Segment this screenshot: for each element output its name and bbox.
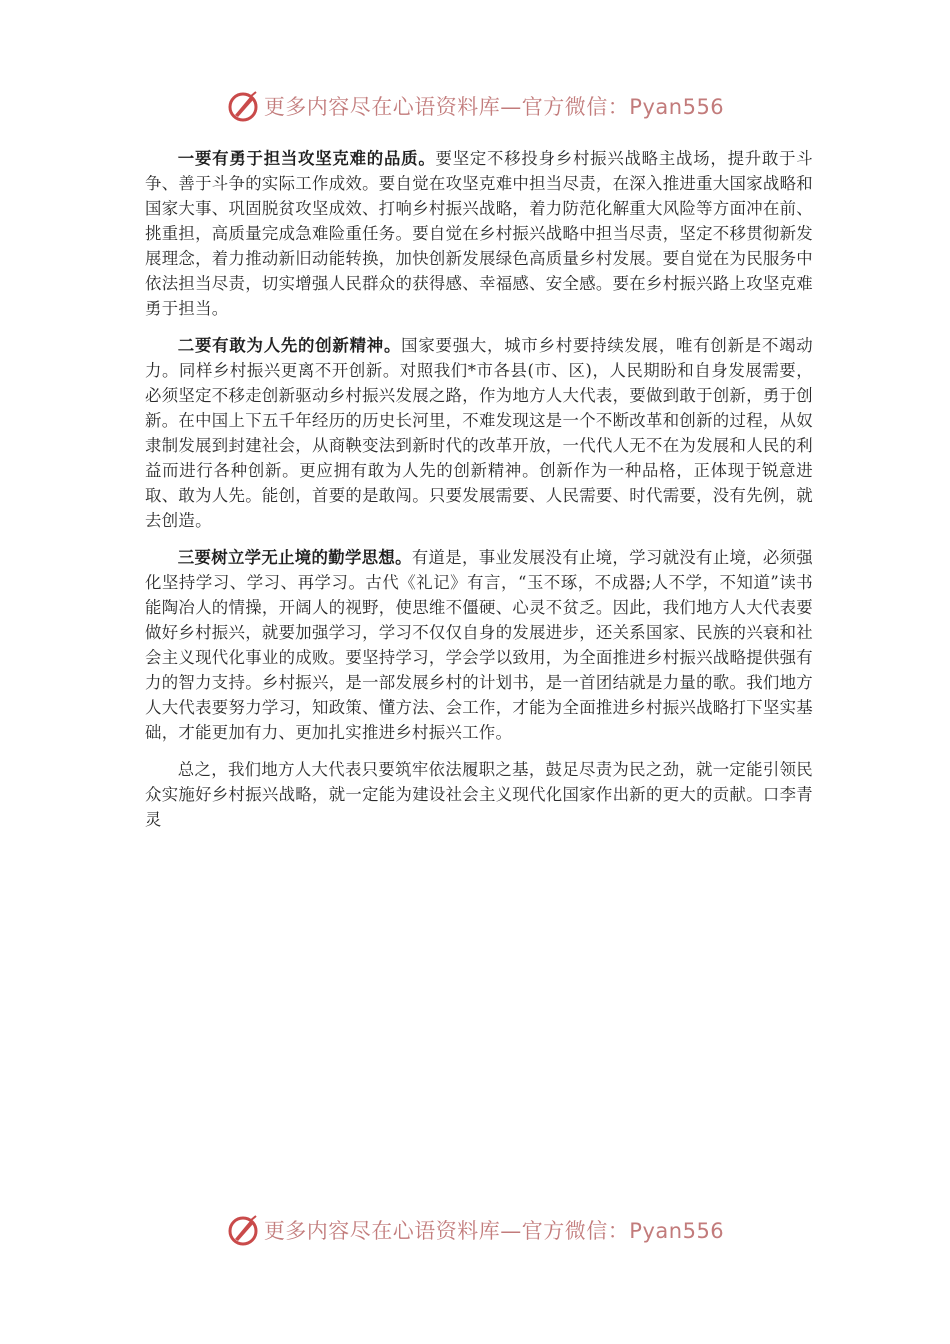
quill-logo-icon xyxy=(226,1213,260,1247)
footer-watermark-banner xyxy=(0,1210,950,1250)
paragraph-text: 总之，我们地方人大代表只要筑牢依法履职之基，鼓足尽责为民之劲，就一定能引领民众实施好乡村振兴战略，就一定能为建设社会主义现代化国家作出新的更大的贡献。口李青灵 xyxy=(145,760,813,829)
paragraph-lead: 一要有勇于担当攻坚克难的品质。 xyxy=(177,149,436,168)
paragraph-lead: 二要有敢为人先的创新精神。 xyxy=(177,336,402,355)
paragraph-text: 有道是，事业发展没有止境，学习就没有止境，必须强化坚持学习、学习、再学习。古代《礼记》有言，“玉不琢，不成器;人不学，不知道”读书能陶冶人的情操，开阔人的视野，使思维不僵硬、心灵不贫乏。因此，我们地方人大代表要做好乡村振兴，就要加强学习，学习不仅仅自身的发展进步，还关系国家、民族的兴衰和社会主义现代化事业的成败。要坚持学习，学会学以致用，为全面推进乡村振兴战略提供强有力的智力支持。乡村振兴，是一部发展乡村的计划书，是一首团结就是力量的歌。我们地方人大代表要努力学习，知政策、懂方法、会工作，才能为全面推进乡村振兴战略打下坚实基础，才能更加有力、更加扎实推进乡村振兴工作。 xyxy=(145,548,813,742)
paragraph-conclusion xyxy=(145,757,813,832)
paragraph-text: 要坚定不移投身乡村振兴战略主战场，提升敢于斗争、善于斗争的实际工作成效。要自觉在攻坚克难中担当尽责，在深入推进重大国家战略和国家大事、巩固脱贫攻坚成效、打响乡村振兴战略，着力防范化解重大风险等方面冲在前、挑重担，高质量完成急难险重任务。要自觉在乡村振兴战略中担当尽责，坚定不移贯彻新发展理念，着力推动新旧动能转换，加快创新发展绿色高质量乡村发展。要自觉在为民服务中依法担当尽责，切实增强人民群众的获得感、幸福感、安全感。要在乡村振兴路上攻坚克难勇于担当。 xyxy=(145,149,813,318)
paragraph-2 xyxy=(145,333,813,533)
paragraph-1 xyxy=(145,146,813,321)
watermark-text: 更多内容尽在心语资料库—官方微信：Pyan556 xyxy=(263,1219,725,1243)
quill-logo-icon xyxy=(226,89,260,123)
paragraph-lead: 三要树立学无止境的勤学思想。 xyxy=(177,548,412,567)
watermark-text: 更多内容尽在心语资料库—官方微信：Pyan556 xyxy=(263,95,725,119)
paragraph-3 xyxy=(145,545,813,745)
paragraph-text: 国家要强大，城市乡村要持续发展，唯有创新是不竭动力。同样乡村振兴更离不开创新。对照我们*市各县(市、区)，人民期盼和自身发展需要，必须坚定不移走创新驱动乡村振兴发展之路，作为地方人大代表，要做到敢于创新，勇于创新。在中国上下五千年经历的历史长河里，不难发现这是一个不断改革和创新的过程，从奴隶制发展到封建社会，从商鞅变法到新时代的改革开放，一代代人无不在为发展和人民的利益而进行各种创新。更应拥有敢为人先的创新精神。创新作为一种品格，正体现于锐意进取、敢为人先。能创，首要的是敢闯。只要发展需要、人民需要、时代需要，没有先例，就去创造。 xyxy=(145,336,814,530)
document-body xyxy=(145,146,813,844)
header-watermark-banner xyxy=(0,86,950,126)
